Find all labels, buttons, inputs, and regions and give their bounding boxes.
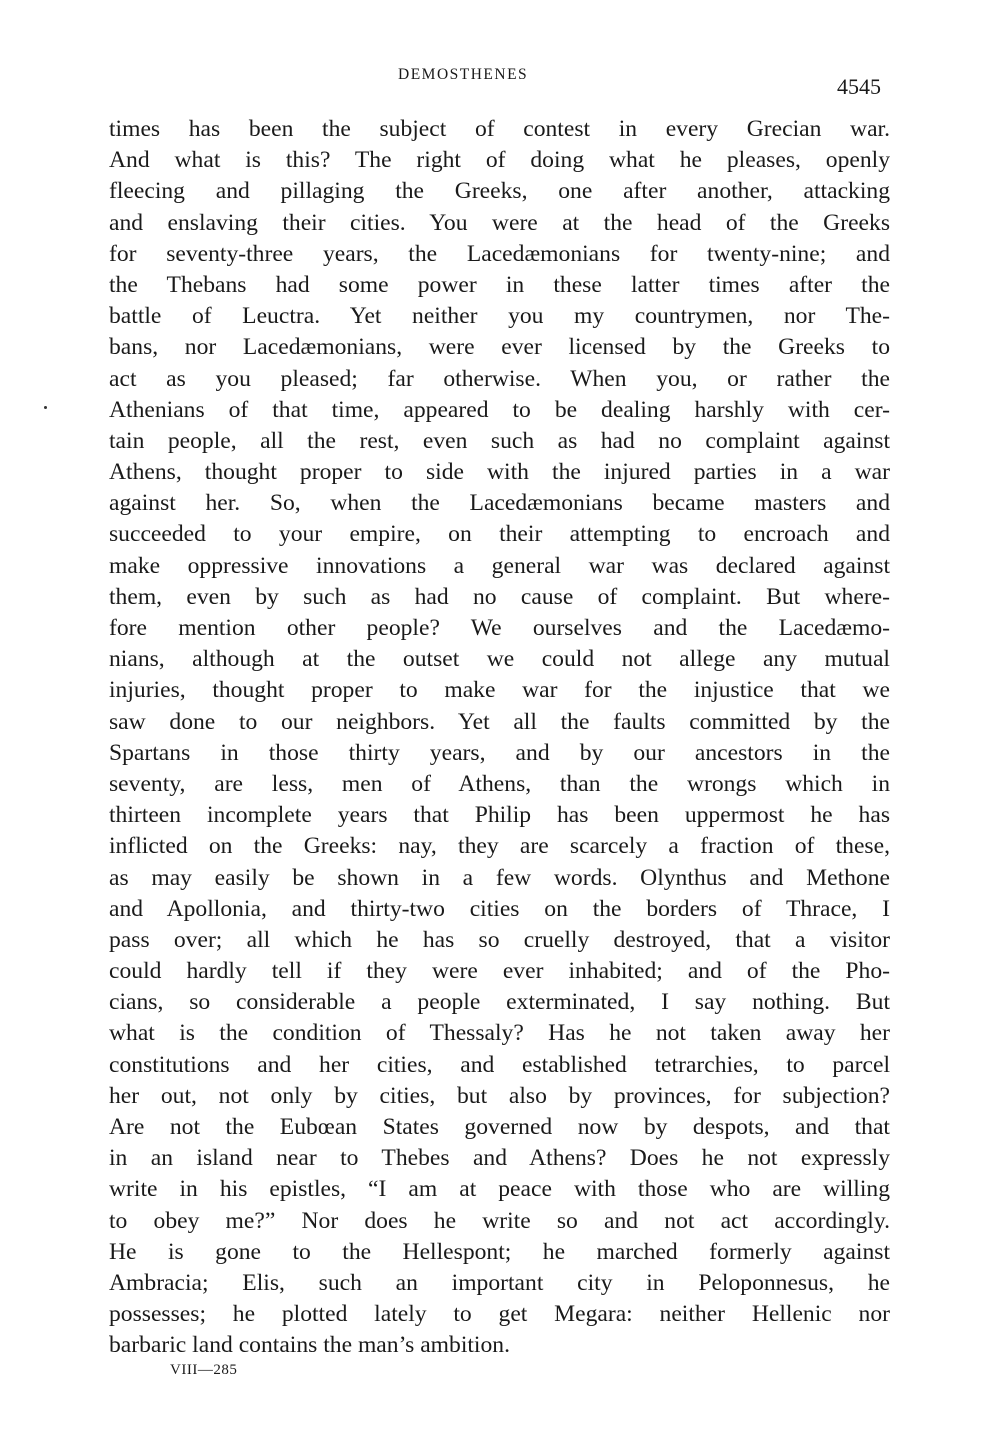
text-line: her out, not only by cities, but also by provinces, for subjection? — [109, 1082, 890, 1109]
text-line: them, even by such as had no cause of complaint. But where- — [109, 583, 890, 610]
text-line: saw done to our neighbors. Yet all the faults committed by the — [109, 708, 890, 735]
text-line: And what is this? The right of doing what he pleases, openly — [109, 147, 890, 174]
text-line: thirteen incomplete years that Philip has been uppermost he has — [109, 802, 890, 829]
text-line: seventy, are less, men of Athens, than the wrongs which in — [109, 770, 890, 797]
text-line: make oppressive innovations a general war was declared against — [109, 552, 890, 579]
signature-mark: VIII—285 — [170, 1362, 238, 1378]
text-line: Spartans in those thirty years, and by our ancestors in the — [109, 739, 890, 766]
text-line: cians, so considerable a people exterminated, I say nothing. But — [109, 989, 890, 1016]
text-line: injuries, thought proper to make war for the injustice that we — [109, 677, 890, 704]
text-line: for seventy-three years, the Lacedæmonians for twenty-nine; and — [109, 240, 890, 267]
text-line: write in his epistles, “I am at peace with those who are willing — [109, 1176, 890, 1203]
text-line: what is the condition of Thessaly? Has he not taken away her — [109, 1020, 890, 1047]
text-line: tain people, all the rest, even such as had no complaint against — [109, 427, 890, 454]
text-line: nians, although at the outset we could not allege any mutual — [109, 646, 890, 673]
running-title: DEMOSTHENES — [398, 66, 529, 83]
text-line: battle of Leuctra. Yet neither you my countrymen, nor The- — [109, 303, 890, 330]
text-line: Are not the Eubœan States governed now by despots, and that — [109, 1114, 890, 1140]
text-line: Ambracia; Elis, such an important city in Peloponnesus, he — [109, 1269, 890, 1296]
text-line: fore mention other people? We ourselves and the Lacedæmo- — [109, 615, 890, 641]
text-line: and enslaving their cities. You were at the head of the Greeks — [109, 209, 890, 236]
text-line: and Apollonia, and thirty-two cities on the borders of Thrace, I — [109, 895, 890, 922]
text-line: fleecing and pillaging the Greeks, one after another, attacking — [109, 178, 890, 205]
text-line: could hardly tell if they were ever inhabited; and of the Pho- — [109, 958, 890, 985]
page-header — [0, 62, 1000, 99]
text-line: barbaric land contains the man’s ambition. — [109, 1332, 510, 1359]
text-line: the Thebans had some power in these latter times after the — [109, 271, 890, 298]
text-line: constitutions and her cities, and established tetrarchies, to parcel — [109, 1051, 890, 1078]
text-line: Athens, thought proper to side with the injured parties in a war — [109, 459, 890, 486]
text-line: against her. So, when the Lacedæmonians became masters and — [109, 490, 890, 517]
margin-mark — [44, 406, 47, 409]
text-line: to obey me?” Nor does he write so and not act accordingly. — [109, 1207, 890, 1234]
text-line: as may easily be shown in a few words. Olynthus and Methone — [109, 864, 890, 891]
text-line: pass over; all which he has so cruelly destroyed, that a visitor — [109, 926, 890, 953]
text-line: Athenians of that time, appeared to be dealing harshly with cer- — [109, 396, 890, 423]
text-line: in an island near to Thebes and Athens? Does he not expressly — [109, 1145, 890, 1172]
text-line: act as you pleased; far otherwise. When you, or rather the — [109, 365, 890, 392]
text-line: bans, nor Lacedæmonians, were ever licensed by the Greeks to — [109, 334, 890, 361]
text-line: possesses; he plotted lately to get Megara: neither Hellenic nor — [109, 1301, 890, 1328]
body-text — [109, 114, 890, 1362]
text-line: inflicted on the Greeks: nay, they are scarcely a fraction of these, — [109, 833, 890, 860]
text-line: times has been the subject of contest in every Grecian war. — [109, 116, 890, 142]
page-number: 4545 — [837, 74, 881, 99]
text-line: succeeded to your empire, on their attempting to encroach and — [109, 521, 890, 548]
text-line: He is gone to the Hellespont; he marched formerly against — [109, 1238, 890, 1265]
